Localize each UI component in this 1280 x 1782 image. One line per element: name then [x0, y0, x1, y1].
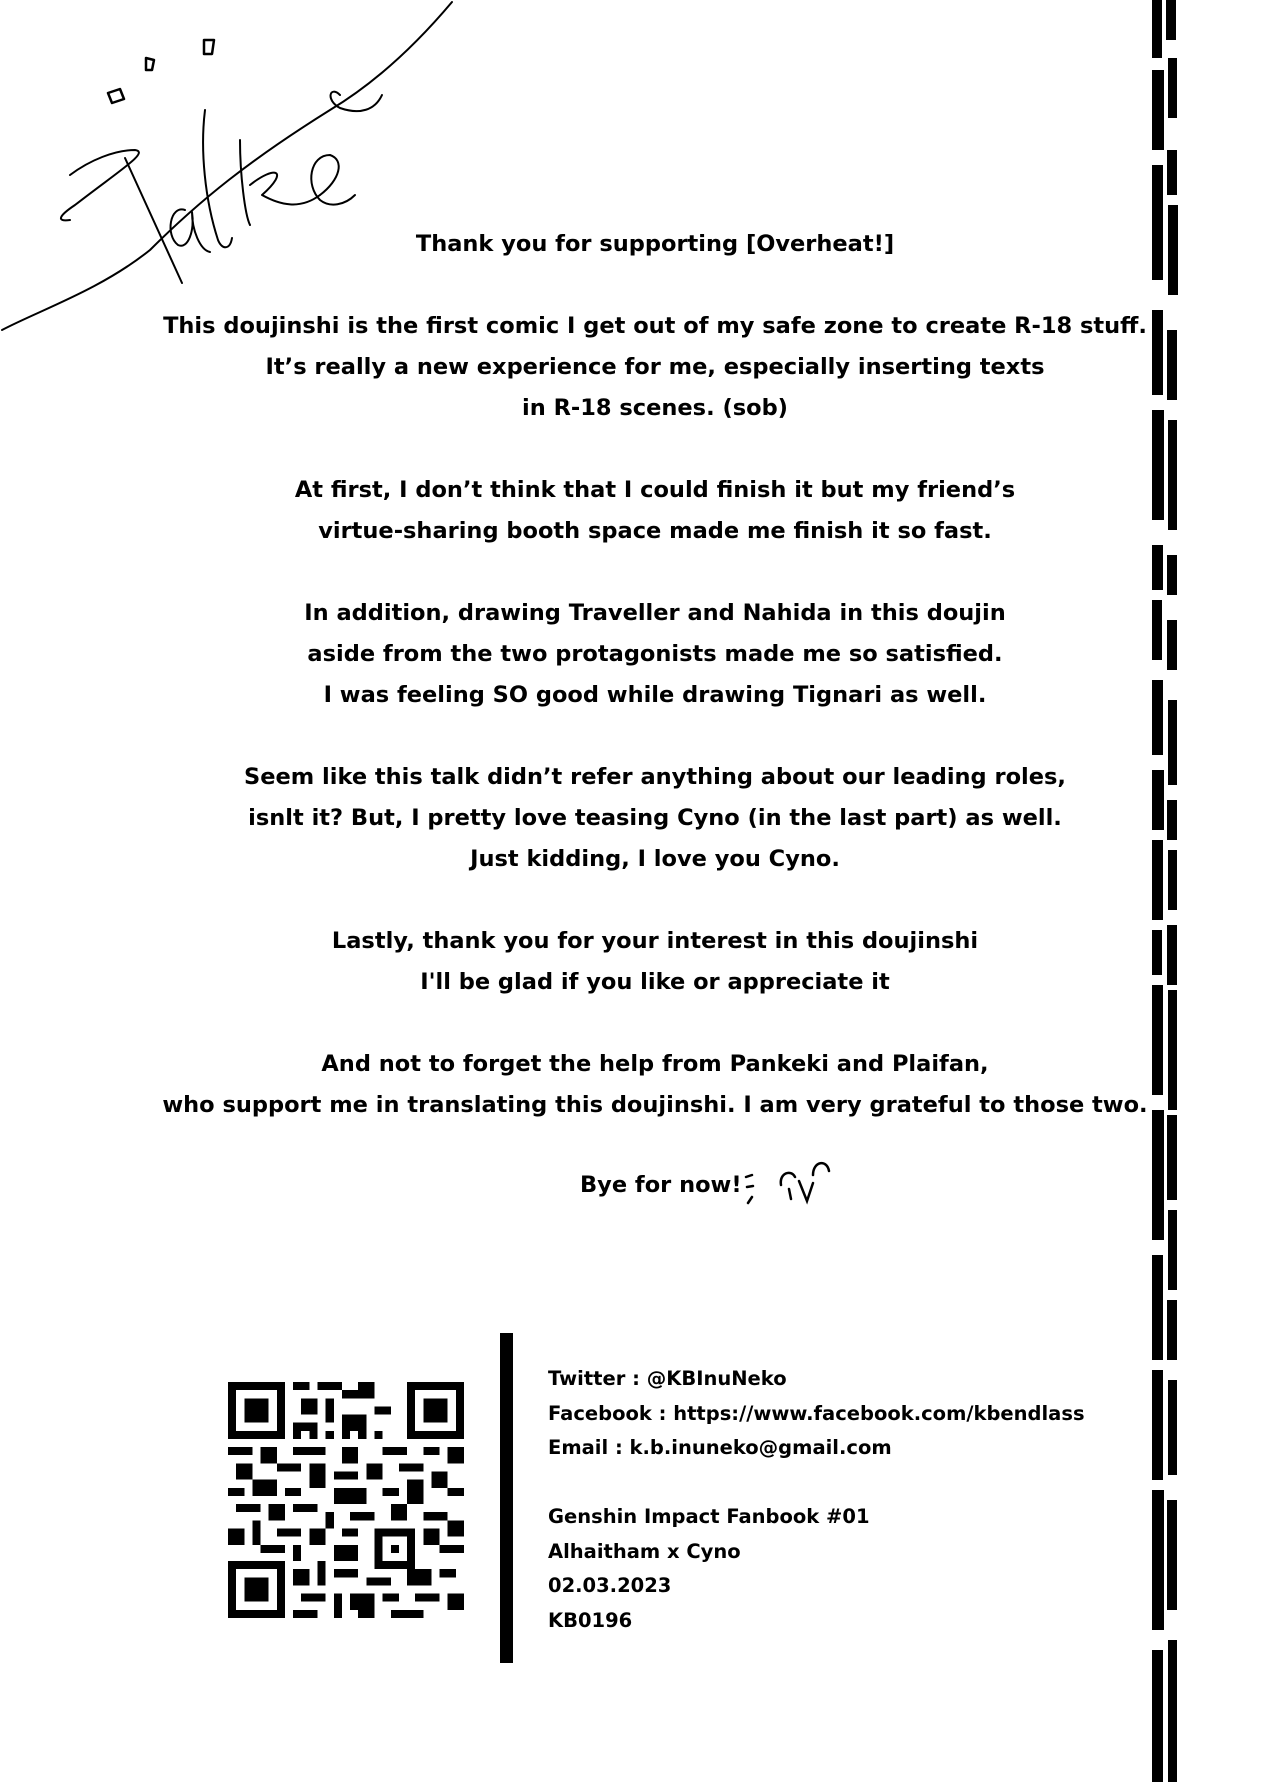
paragraph-line: And not to forget the help from Pankeki and Plaifan, — [321, 1051, 989, 1077]
facebook-link: Facebook : https://www.facebook.com/kbendlass — [548, 1401, 1085, 1425]
paragraph-line: It’s really a new experience for me, especially inserting texts — [265, 354, 1045, 380]
book-title: Genshin Impact Fanbook #01 — [548, 1505, 870, 1528]
publish-date: 02.03.2023 — [548, 1574, 672, 1597]
paragraph-line: aside from the two protagonists made me so satisfied. — [307, 641, 1003, 667]
catalog-code: KB0196 — [548, 1608, 633, 1632]
page-edge-border — [1150, 0, 1190, 1782]
contact-info — [548, 1362, 1108, 1638]
paragraph-line: who support me in translating this doujinshi. I am very grateful to those two. — [162, 1092, 1148, 1118]
qr-code — [228, 1382, 464, 1618]
paragraph-line: Just kidding, I love you Cyno. — [470, 846, 840, 872]
afterword-text — [160, 224, 1150, 1126]
paragraph-line: At first, I don’t think that I could finish it but my friend’s — [294, 477, 1016, 503]
paragraph-line: Lastly, thank you for your interest in this doujinshi — [331, 928, 979, 954]
paragraph-line: This doujinshi is the first comic I get out of my safe zone to create R-18 stuff. — [163, 313, 1147, 339]
paragraph-line: Seem like this talk didn’t refer anything about our leading roles, — [244, 764, 1066, 790]
paragraph-line: In addition, drawing Traveller and Nahida in this doujin — [304, 600, 1006, 626]
paragraph-line: virtue-sharing booth space made me finish it so fast. — [318, 518, 992, 544]
info-divider — [500, 1333, 513, 1663]
paragraph-line: I was feeling SO good while drawing Tignari as well. — [323, 682, 987, 708]
sign-off-text: Bye for now! — [580, 1172, 742, 1198]
paragraph-line: I'll be glad if you like or appreciate it — [420, 969, 890, 995]
afterword-heading: Thank you for supporting [Overheat!] — [415, 231, 895, 257]
pairing: Alhaitham x Cyno — [548, 1539, 741, 1563]
doodle-face-icon — [743, 1145, 833, 1215]
email-address: Email : k.b.inuneko@gmail.com — [548, 1436, 892, 1459]
paragraph-line: isnlt it? But, I pretty love teasing Cyno (in the last part) as well. — [248, 805, 1062, 831]
twitter-handle: Twitter : @KBInuNeko — [548, 1367, 787, 1390]
paragraph-line: in R-18 scenes. (sob) — [522, 395, 788, 421]
